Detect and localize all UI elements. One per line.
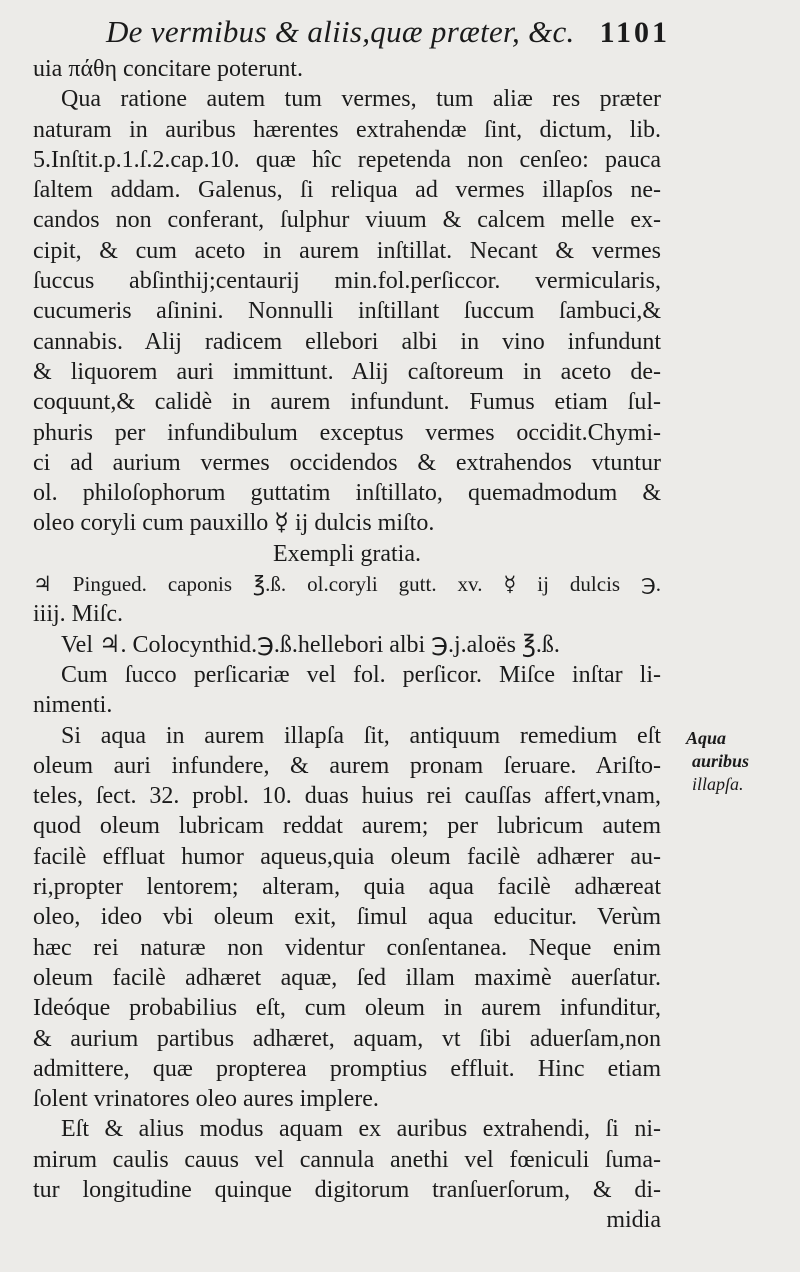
text-line: Si aqua in aurem illapſa ſit, antiquum remedium eſt bbox=[61, 722, 661, 749]
margin-note-line: Aqua bbox=[686, 728, 727, 748]
text-line: oleo, ideo vbi oleum exit, ſimul aqua educitur. Verùm bbox=[33, 904, 661, 931]
text-line: ol. philoſophorum guttatim inſtillato, quemadmodum & bbox=[33, 480, 661, 507]
text-line: Ideóque probabilius eſt, cum oleum in aurem infunditur, bbox=[33, 995, 661, 1022]
text-line: iiij. Miſc. bbox=[33, 601, 123, 628]
text-line: facilè effluat humor aqueus,quia oleum facilè adhærer au- bbox=[33, 843, 661, 870]
text-line: cannabis. Alij radicem ellebori albi in vino infundunt bbox=[33, 328, 661, 355]
text-line: mirum caulis cauus vel cannula anethi vel fœniculi ſuma- bbox=[33, 1146, 661, 1173]
margin-note-line: auribus bbox=[692, 751, 750, 771]
text-line: nimenti. bbox=[33, 692, 113, 719]
text-line: uia πάθη concitare poterunt. bbox=[33, 56, 303, 82]
text-line: Cum ſucco perſicariæ vel fol. perſicor. Miſce inſtar li- bbox=[61, 661, 661, 688]
text-line: 5.Inſtit.p.1.ſ.2.cap.10. quæ hîc repetenda non cenſeo: pauca bbox=[33, 146, 661, 173]
text-line: ci ad aurium vermes occidendos & extrahendos vtuntur bbox=[33, 449, 661, 476]
margin-note-line: illapſa. bbox=[692, 774, 744, 794]
text-line: & liquorem auri immittunt. Alij caſtoreum in aceto de- bbox=[33, 358, 661, 385]
text-line: oleo coryli cum pauxillo ☿ ij dulcis miſto. bbox=[33, 510, 435, 537]
text-line: Exempli gratia. bbox=[273, 540, 421, 567]
text-line: cucumeris aſinini. Nonnulli inſtillant ſuccum ſambuci,& bbox=[33, 298, 661, 325]
text-line: Vel ♃. Colocynthid.℈.ß.hellebori albi ℈.j.aloës ℥.ß. bbox=[61, 631, 560, 658]
page-number: 1101 bbox=[599, 16, 670, 49]
text-line: quod oleum lubricam reddat aurem; per lubricum autem bbox=[33, 813, 661, 840]
text-line: candos non conferant, ſulphur viuum & calcem melle ex- bbox=[33, 207, 661, 234]
text-line: tur longitudine quinque digitorum tranſuerſorum, & di- bbox=[33, 1176, 661, 1203]
text-line: oleum auri infundere, & aurem pronam ſeruare. Ariſto- bbox=[33, 752, 661, 779]
text-line: phuris per infundibulum exceptus vermes occidit.Chymi- bbox=[33, 419, 661, 446]
text-line: Qua ratione autem tum vermes, tum aliæ res præter bbox=[61, 86, 661, 113]
text-line: oleum facilè adhæret aquæ, ſed illam maximè auerſatur. bbox=[33, 964, 661, 991]
text-line: hæc rei naturæ non videntur conſentanea. Neque enim bbox=[33, 934, 661, 961]
text-line: teles, ſect. 32. probl. 10. duas huius rei cauſſas affert,vnam, bbox=[33, 783, 661, 810]
body-text bbox=[33, 54, 661, 1236]
text-line: ſaltem addam. Galenus, ſi reliqua ad vermes illapſos ne- bbox=[33, 177, 661, 204]
text-line: ♃ Pingued. caponis ℥.ß. ol.coryli gutt. xv. ☿ ij dulcis ℈. bbox=[33, 572, 661, 597]
text-line: midia bbox=[606, 1207, 661, 1234]
text-line: coquunt,& calidè in aurem infundunt. Fumus etiam ſul- bbox=[33, 389, 661, 416]
text-line: admittere, quæ propterea promptius effluit. Hinc etiam bbox=[33, 1055, 661, 1082]
text-line: & aurium partibus adhæret, aquam, vt ſibi aduerſam,non bbox=[33, 1025, 661, 1052]
text-line: ſuccus abſinthij;centaurij min.fol.perſiccor. vermicularis, bbox=[33, 268, 661, 295]
text-line: ri,propter lentorem; alteram, quia aqua facilè adhæreat bbox=[33, 874, 661, 901]
running-title: De vermibus & aliis,quæ præter, &c. bbox=[106, 14, 575, 49]
margin-note bbox=[686, 727, 796, 796]
text-line: Eſt & alius modus aquam ex auribus extrahendi, ſi ni- bbox=[61, 1116, 661, 1143]
running-header bbox=[96, 14, 670, 54]
text-line: naturam in auribus hærentes extrahendæ ſint, dictum, lib. bbox=[33, 116, 661, 143]
text-line: ſolent vrinatores oleo aures implere. bbox=[33, 1086, 379, 1113]
text-line: cipit, & cum aceto in aurem inſtillat. Necant & vermes bbox=[33, 237, 661, 264]
